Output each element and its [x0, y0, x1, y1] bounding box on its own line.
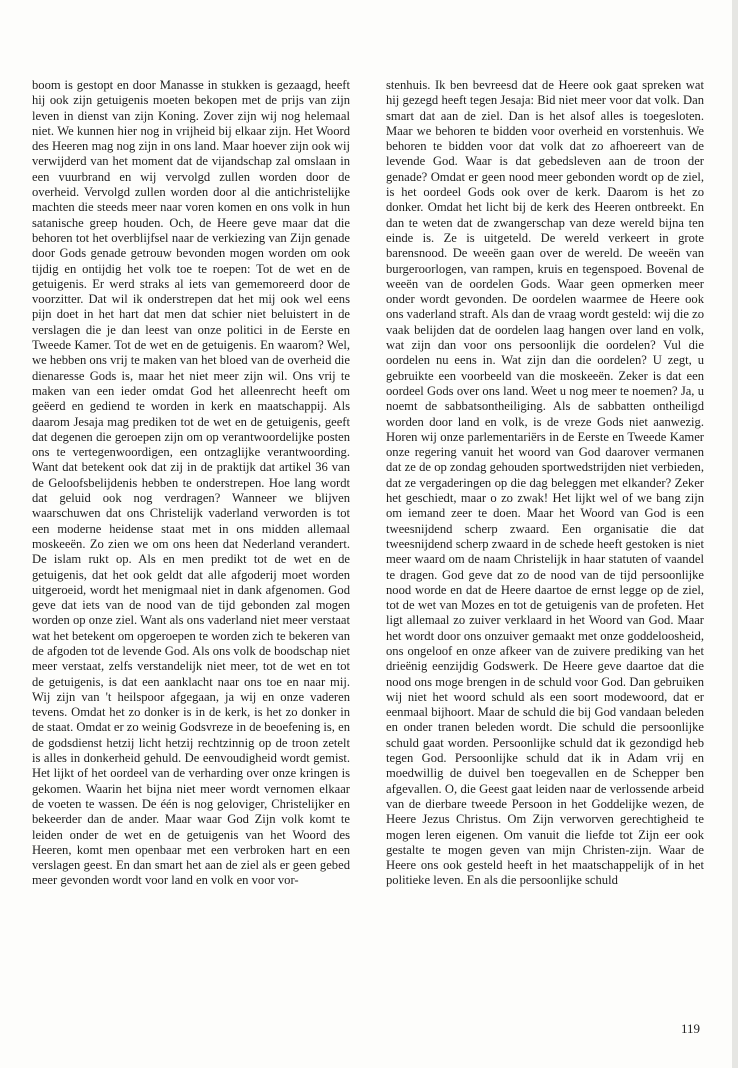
- page-number: 119: [680, 1021, 700, 1036]
- page-edge-shadow: [732, 0, 738, 1068]
- right-column: [386, 78, 704, 889]
- right-column-text: stenhuis. Ik ben bevreesd dat de Heere ook gaat spreken wat hij gezegd heeft tegen Jesaja: Bid niet meer voor dat volk. Dan smart dat aan de ziel. Dan is het alsof alles is toegesloten. Maar we behoren te bidden voor overheid en vorstenhuis. We behoren te bidden voor dat volk dat zo afhoereert van de levende God. Waar is dat gebedsleven aan de troon der genade? Omdat er geen nood meer gebonden wordt op de ziel, is het oordeel Gods ook over de kerk. Daarom is het zo donker. Omdat het licht bij de kerk des Heeren ontbreekt. En dan te weten dat de zwangerschap van deze wereld bijna ten einde is. Ze is uitgeteld. De wereld verkeert in grote barensnood. De weeën gaan over de wereld. De weeën van burgeroorlogen, van rampen, kruis en tegenspoed. Bovenal de weeën van de oordelen Gods. Waar geen opmerken meer onder wordt gevonden. De oordelen waarmee de Heere ook ons vaderland straft. Als dan de vraag wordt gesteld: wij die zo vaak belijden dat de oordelen laag hangen over land en volk, wat zijn dan voor ons persoonlijk die oordelen? Vul die oordelen nu eens in. Wat zijn dan die oordelen? U zegt, u gebruikte een voorbeeld van die moskeeën. Zeker is dat een oordeel Gods over ons land. Weet u nog meer te noemen? Ja, u noemt de sabbatsontheiliging. Als de sabbatten ontheiligd worden door land en volk, is de vreze Gods niet aanwezig. Horen wij onze parlementariërs in de Eerste en Tweede Kamer onze regering vanuit het woord van God daarover vermanen dat ze de op zondag gehouden sportwedstrijden niet verbieden, dat ze vergaderingen op die dag beleggen met elkander? Zeker het geschiedt, maar o zo zwak! Het lijkt wel of we bang zijn om iemand zeer te doen. Maar het Woord van God is een tweesnijdend scherp zwaard. Een organisatie die dat tweesnijdend scherp zwaard in de schede heeft gestoken is niet meer waard om de naam Christelijk in haar statuten of vaandel te dragen. God geve dat zo de nood van de tijd persoonlijke nood worde en dat de Heere daartoe de ernst legge op de ziel, tot de wet van Mozes en tot de getuigenis van de profeten. Het ligt allemaal zo zuiver verklaard in het Woord van God. Maar het wordt door ons onzuiver gemaakt met onze goddeloosheid, ons ongeloof en onze afkeer van de zuivere prediking van het drieënig eenzijdig Godswerk. De Heere geve daartoe dat die nood ons moge brengen in de schuld voor God. Dan gebruiken wij niet het woord schuld als een soort modewoord, dat er eenmaal bijhoort. Maar de schuld die bij God vandaan beleden en onder tranen beleden wordt. Die schuld die persoonlijke schuld gaat worden. Persoonlijke schuld dat ik gezondigd heb tegen God. Persoonlijke schuld dat ik in Adam vrij en moedwillig de duivel ben toegevallen en de Schepper ben afgevallen. O, die Geest gaat leiden naar de verlossende arbeid van de dierbare tweede Persoon in het Goddelijke wezen, de Heere Jezus Christus. Om Zijn verworven gerechtigheid te mogen leren eigenen. Om vanuit die liefde tot Zijn eer ook gestalte te mogen geven van mijn Christen-zijn. Waar de Heere ons ook gesteld heeft in het maatschappelijk of in het politieke leven. En als die persoonlijke schuld: [386, 78, 704, 888]
- left-column: [32, 78, 350, 889]
- left-column-text: boom is gestopt en door Manasse in stukken is gezaagd, heeft hij ook zijn getuigenis moeten bekopen met de prijs van zijn leven in dienst van zijn Koning. Zover zijn wij nog helemaal niet. We kunnen hier nog in vrijheid bij elkaar zijn. Het Woord des Heeren mag nog zijn in ons land. Maar hoever zijn ook wij verwijderd van het moment dat de vijandschap zal omslaan in een vuurbrand en wij vervolgd zullen worden door de overheid. Vervolgd zullen worden door al die antichristelijke machten die steeds meer naar voren komen en ons volk in hun satanische greep houden. Och, de Heere geve maar dat die behoren tot het overblijfsel naar de verkiezing van Zijn genade door Gods genade getrouw bevonden mogen worden om ook tijdig en ontijdig het volk toe te roepen: Tot de wet en de getuigenis. Er werd straks al iets van gememoreerd door de voorzitter. Dat wil ik onderstrepen dat het mij ook wel eens pijn doet in het hart dat men dat schier niet beluistert in de verslagen die je dan leest van onze politici in de Eerste en Tweede Kamer. Tot de wet en de getuigenis. En waarom? Wel, we hebben ons vrij te maken van het bloed van de overheid die dienaresse Gods is, maar het niet meer zijn wil. Ons vrij te maken van een ieder omdat God het alleenrecht heeft om geëerd en gediend te worden in kerk en maatschappij. Als daarom Jesaja mag prediken tot de wet en de getuigenis, geeft dat degenen die geroepen zijn om op verantwoordelijke posten ons te vertegenwoordigen, een ontzaglijke verantwoording. Want dat betekent ook dat zij in de praktijk dat artikel 36 van de Geloofsbelijdenis hebben te onderstrepen. Hoe lang wordt dat geluid ook nog verdragen? Wanneer we blijven waarschuwen dat ons Christelijk vaderland verworden is tot een moderne heidense staat met in ons midden allemaal moskeeën. Zo zien we om ons heen dat Nederland verandert. De islam rukt op. Als en men predikt tot de wet en de getuigenis, dat het ook geldt dat alle afgoderij moet worden uitgeroeid, wordt het menigmaal niet in dank afgenomen. God geve dat iets van de nood van de tijd gebonden zal mogen worden op onze ziel. Want als ons vaderland niet meer verstaat wat het betekent om opgeroepen te worden zich te bekeren van de afgoden tot de levende God. Als ons volk de boodschap niet meer verstaat, zelfs verstandelijk niet meer, tot de wet en tot de getuigenis, is dat een aanklacht naar ons toe en naar mij. Wij zijn van 't heilspoor afgegaan, ja wij en onze vaderen tevens. Omdat het zo donker is in de kerk, is het zo donker in de staat. Omdat er zo weinig Godsvreze in de beoefening is, en de godsdienst hetzij licht hetzij rechtzinnig op de troon zetelt is alles in donkerheid gehuld. De eenvoudigheid wordt gemist. Het lijkt of het oordeel van de verharding over onze kringen is gekomen. Waarin het bijna niet meer wordt vernomen elkaar de voeten te wassen. De één is nog geloviger, Christelijker en bekeerder dan de ander. Maar waar God Zijn volk komt te leiden onder de wet en de getuigenis van het Woord des Heeren, komt men openbaar met een verbroken hart en een verslagen geest. En dan smart het aan de ziel als er geen gebed meer gevonden wordt voor land en volk en voor vor-: [32, 78, 350, 888]
